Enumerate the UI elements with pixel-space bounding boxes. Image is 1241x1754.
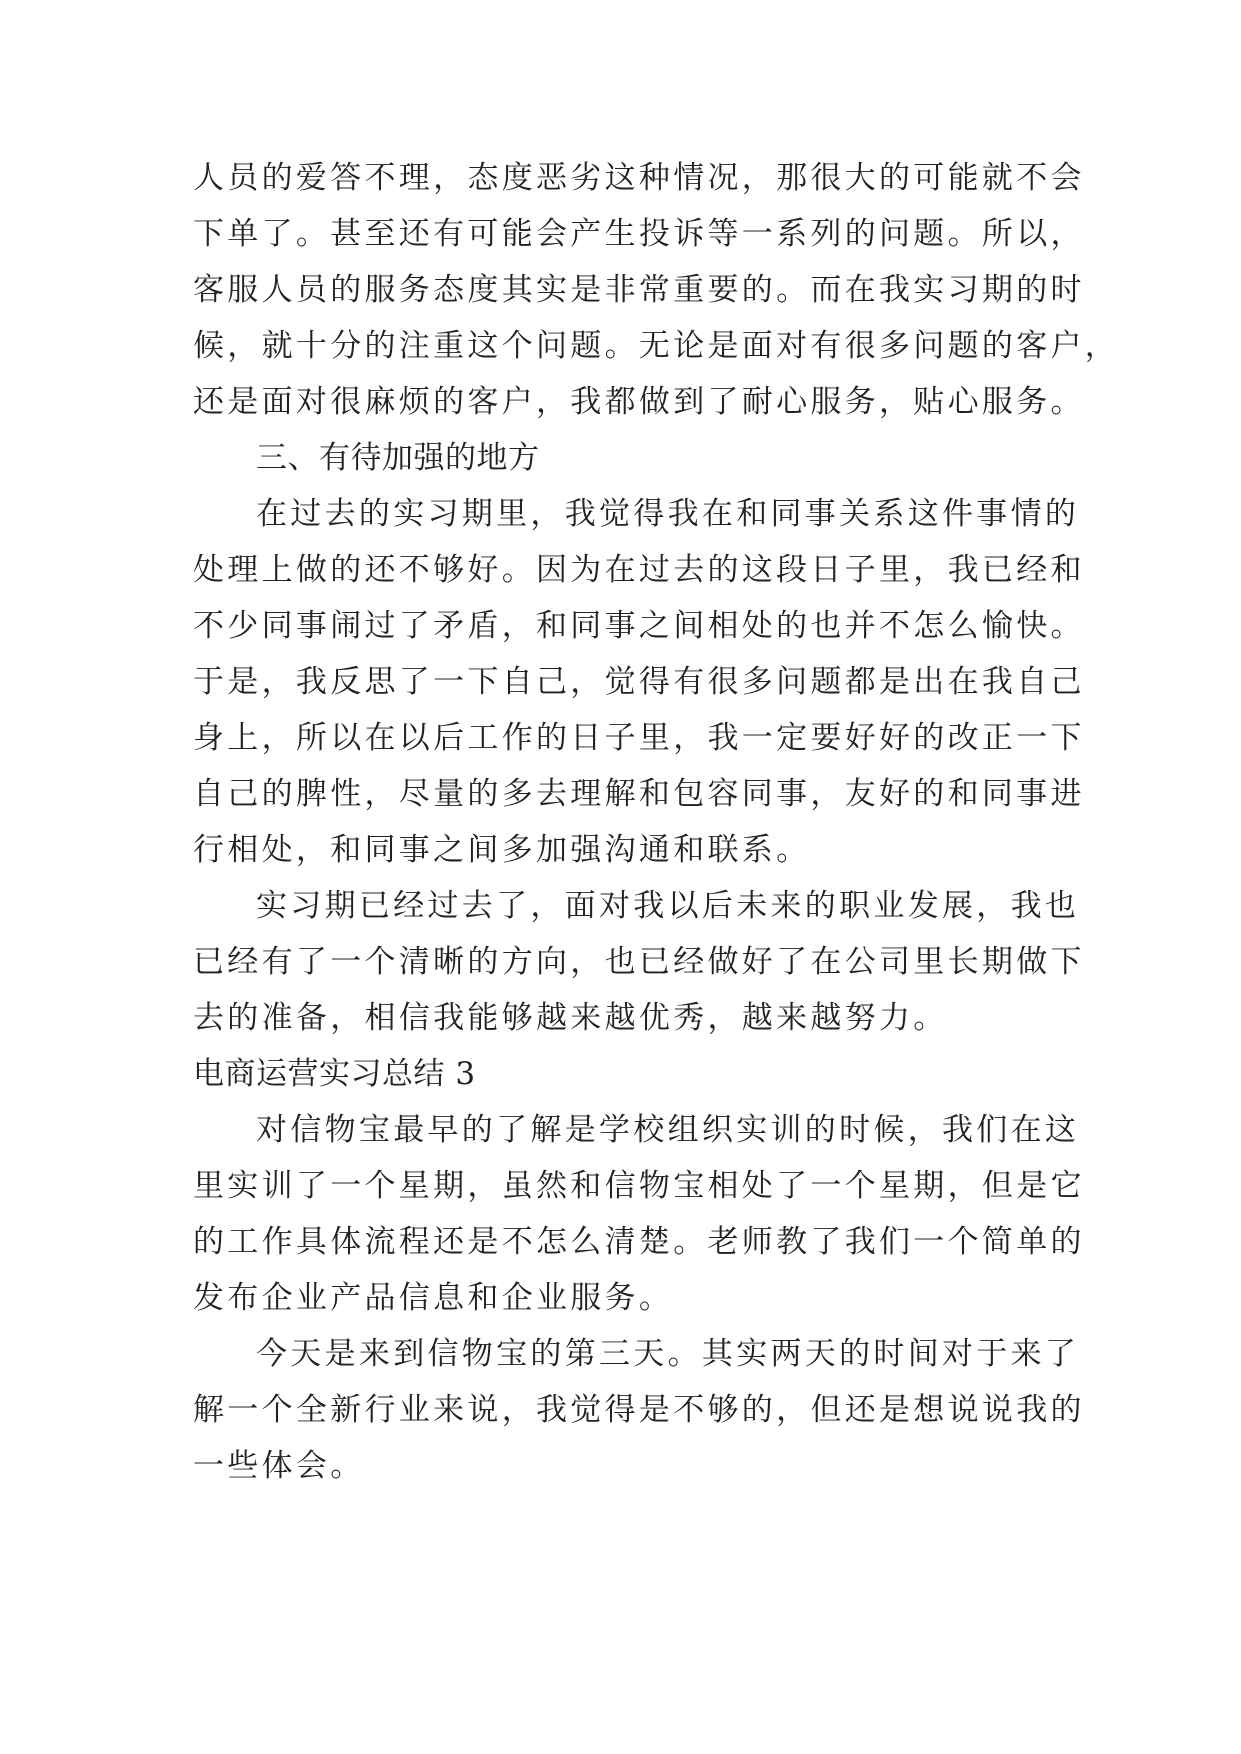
- body-line: 还是面对很麻烦的客户，我都做到了耐心服务，贴心服务。: [193, 384, 1085, 420]
- body-line: 里实训了一个星期，虽然和信物宝相处了一个星期，但是它: [193, 1168, 1085, 1204]
- paragraph-first-line: 对信物宝最早的了解是学校组织实训的时候，我们在这: [256, 1112, 1080, 1148]
- paragraph-first-line: 实习期已经过去了，面对我以后未来的职业发展，我也: [256, 888, 1080, 924]
- body-line: 下单了。甚至还有可能会产生投诉等一系列的问题。所以，: [193, 216, 1085, 252]
- body-line: 已经有了一个清晰的方向，也已经做好了在公司里长期做下: [193, 944, 1085, 980]
- article-title: 电商运营实习总结 3: [193, 1056, 476, 1092]
- body-line: 候，就十分的注重这个问题。无论是面对有很多问题的客户，: [193, 328, 1120, 364]
- body-line: 一些体会。: [193, 1448, 365, 1484]
- body-line: 身上，所以在以后工作的日子里，我一定要好好的改正一下: [193, 720, 1085, 756]
- section-heading: 三、有待加强的地方: [256, 440, 540, 476]
- body-line: 不少同事闹过了矛盾，和同事之间相处的也并不怎么愉快。: [193, 608, 1085, 644]
- body-line: 解一个全新行业来说，我觉得是不够的，但还是想说说我的: [193, 1392, 1085, 1428]
- body-line: 自己的脾性，尽量的多去理解和包容同事，友好的和同事进: [193, 776, 1085, 812]
- body-line: 客服人员的服务态度其实是非常重要的。而在我实习期的时: [193, 272, 1085, 308]
- body-line: 于是，我反思了一下自己，觉得有很多问题都是出在我自己: [193, 664, 1085, 700]
- body-line: 行相处，和同事之间多加强沟通和联系。: [193, 832, 811, 868]
- paragraph-first-line: 在过去的实习期里，我觉得我在和同事关系这件事情的: [256, 496, 1080, 532]
- body-line: 的工作具体流程还是不怎么清楚。老师教了我们一个简单的: [193, 1224, 1085, 1260]
- body-line: 处理上做的还不够好。因为在过去的这段日子里，我已经和: [193, 552, 1085, 588]
- body-line: 人员的爱答不理，态度恶劣这种情况，那很大的可能就不会: [193, 160, 1085, 196]
- paragraph-first-line: 今天是来到信物宝的第三天。其实两天的时间对于来了: [256, 1336, 1080, 1372]
- body-line: 发布企业产品信息和企业服务。: [193, 1280, 674, 1316]
- body-line: 去的准备，相信我能够越来越优秀，越来越努力。: [193, 1000, 948, 1036]
